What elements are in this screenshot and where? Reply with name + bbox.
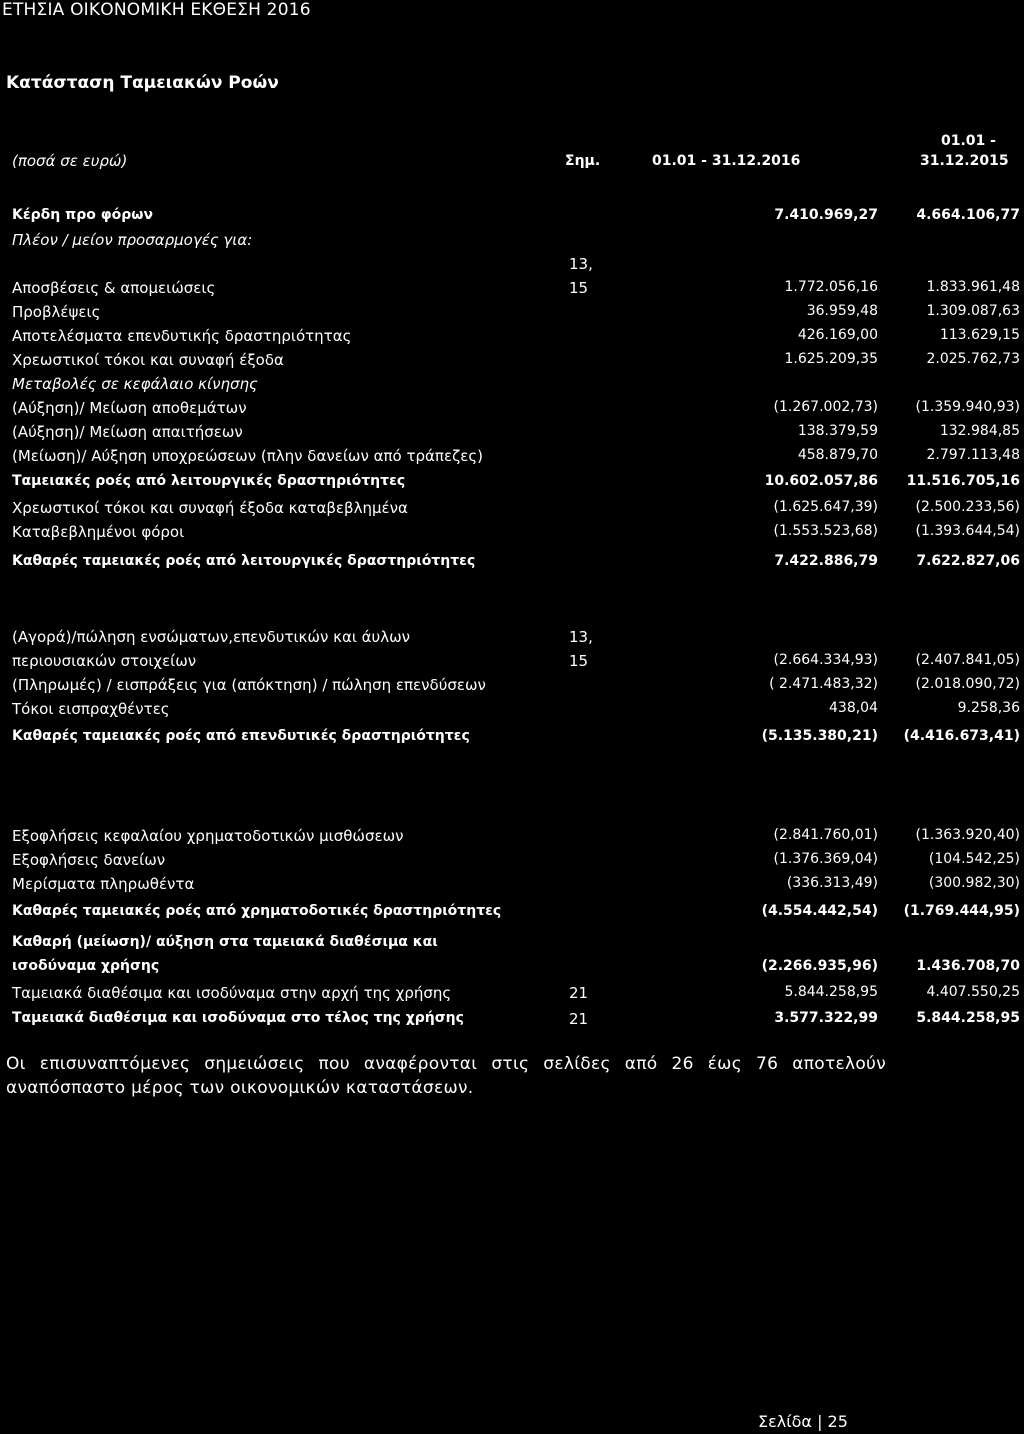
row-note: 15 [569,279,589,297]
footer-note: Οι επισυναπτόμενες σημειώσεις που αναφέρονται στις σελίδες από 26 έως 76 αποτελούν αναπόσπαστο μέρος των οικονομικών καταστάσεων. [6,1054,886,1098]
statement-title: Κατάσταση Ταμειακών Ροών [6,73,279,93]
table-row [12,423,1022,447]
value-2015: (2.407.841,05) [915,652,1020,668]
table-row [12,207,1022,231]
table-row [12,827,1022,851]
table-row [12,375,1022,399]
value-2015: (4.416.673,41) [903,728,1020,744]
row-label: Εξοφλήσεις κεφαλαίου χρηματοδοτικών μισθώσεων [12,827,404,845]
table-row [12,875,1022,899]
table-row [12,327,1022,351]
value-2016: 438,04 [829,700,878,716]
value-2016: 3.577.322,99 [774,1010,878,1026]
value-2015: (1.363.920,40) [915,827,1020,843]
period-2016-column-header: 01.01 - 31.12.2016 [652,153,801,169]
row-note: 13, [569,255,593,273]
table-row [12,652,1022,676]
value-2016: (2.266.935,96) [761,958,878,974]
row-label: Προβλέψεις [12,303,101,321]
value-2016: 1.772.056,16 [784,279,878,295]
row-label: Εξοφλήσεις δανείων [12,851,166,869]
value-2015: 11.516.705,16 [906,473,1020,489]
row-label: (Αγορά)/πώληση ενσώματων,επενδυτικών και άυλων [12,628,411,646]
value-2016: 7.410.969,27 [774,207,878,223]
value-2015: 1.309.087,63 [926,303,1020,319]
value-2016: 1.625.209,35 [784,351,878,367]
value-2016: (2.841.760,01) [773,827,878,843]
value-2015: 7.622.827,06 [916,553,1020,569]
value-2016: 36.959,48 [806,303,878,319]
value-2015: (1.359.940,93) [915,399,1020,415]
row-label: Κέρδη προ φόρων [12,207,154,223]
value-2016: (1.625.647,39) [773,499,878,515]
amounts-unit-label: (ποσά σε ευρώ) [12,152,128,170]
value-2016: (336.313,49) [786,875,878,891]
table-row [12,255,1022,279]
value-2015: (2.018.090,72) [915,676,1020,692]
value-2015: 132.984,85 [939,423,1020,439]
table-row [12,903,1022,927]
table-row [12,934,1022,958]
table-row [12,523,1022,547]
table-row [12,700,1022,724]
value-2015: 1.436.708,70 [916,958,1020,974]
value-2015: 113.629,15 [939,327,1020,343]
page-number: Σελίδα | 25 [758,1412,848,1431]
value-2015: 4.664.106,77 [916,207,1020,223]
row-label: Χρεωστικοί τόκοι και συναφή έξοδα καταβεβλημένα [12,499,408,517]
row-label: Καθαρές ταμειακές ροές από λειτουργικές δραστηριότητες [12,553,476,569]
value-2015: (300.982,30) [928,875,1020,891]
value-2015: 4.407.550,25 [926,984,1020,1000]
value-2015: (1.393.644,54) [915,523,1020,539]
row-label: Ταμειακά διαθέσιμα και ισοδύναμα στο τέλος της χρήσης [12,1010,464,1026]
row-note: 21 [569,984,589,1002]
value-2015: (104.542,25) [928,851,1020,867]
table-row [12,553,1022,577]
row-note: 15 [569,652,589,670]
row-label: Μερίσματα πληρωθέντα [12,875,195,893]
value-2015: 2.025.762,73 [926,351,1020,367]
table-row [12,399,1022,423]
table-row [12,473,1022,497]
row-note: 21 [569,1010,589,1028]
value-2016: 5.844.258,95 [784,984,878,1000]
value-2015: 5.844.258,95 [916,1010,1020,1026]
value-2016: (1.376.369,04) [773,851,878,867]
period-2015-column-header-line1: 01.01 - [941,133,996,149]
note-column-header: Σημ. [565,153,601,169]
row-label: Καταβεβλημένοι φόροι [12,523,185,541]
value-2015: (2.500.233,56) [915,499,1020,515]
value-2015: (1.769.444,95) [903,903,1020,919]
table-row [12,958,1022,982]
table-row [12,351,1022,375]
row-label: Τόκοι εισπραχθέντες [12,700,170,718]
period-2015-column-header-line2: 31.12.2015 [920,153,1009,169]
row-label: (Μείωση)/ Αύξηση υποχρεώσεων (πλην δανείων από τράπεζες) [12,447,483,465]
row-label: Μεταβολές σε κεφάλαιο κίνησης [12,375,258,393]
row-note: 13, [569,628,593,646]
value-2016: 458.879,70 [797,447,878,463]
value-2016: (1.267.002,73) [773,399,878,415]
row-label: Ταμειακά διαθέσιμα και ισοδύναμα στην αρχή της χρήσης [12,984,452,1002]
report-header: ΕΤΗΣΙΑ ΟΙΚΟΝΟΜΙΚΗ ΕΚΘΕΣΗ 2016 [2,0,311,20]
table-row [12,303,1022,327]
value-2016: (1.553.523,68) [773,523,878,539]
row-label: Πλέον / μείον προσαρμογές για: [12,231,253,249]
value-2016: 426.169,00 [797,327,878,343]
row-label: Αποτελέσματα επενδυτικής δραστηριότητας [12,327,352,345]
row-label: Αποσβέσεις & απομειώσεις [12,279,216,297]
row-label: (Πληρωμές) / εισπράξεις για (απόκτηση) / πώληση επενδύσεων [12,676,486,694]
row-label: Ταμειακές ροές από λειτουργικές δραστηριότητες [12,473,406,489]
row-label: Καθαρές ταμειακές ροές από χρηματοδοτικές δραστηριότητες [12,903,502,919]
table-row [12,279,1022,303]
value-2016: ( 2.471.483,32) [769,676,878,692]
value-2015: 1.833.961,48 [926,279,1020,295]
table-row [12,628,1022,652]
value-2016: 138.379,59 [797,423,878,439]
value-2015: 2.797.113,48 [926,447,1020,463]
table-row [12,1010,1022,1034]
row-label: (Αύξηση)/ Μείωση απαιτήσεων [12,423,243,441]
table-row [12,984,1022,1008]
row-label: ισοδύναμα χρήσης [12,958,160,974]
table-row [12,447,1022,471]
row-label: (Αύξηση)/ Μείωση αποθεμάτων [12,399,247,417]
value-2016: (2.664.334,93) [773,652,878,668]
value-2016: 7.422.886,79 [774,553,878,569]
row-label: Χρεωστικοί τόκοι και συναφή έξοδα [12,351,284,369]
value-2016: 10.602.057,86 [764,473,878,489]
table-row [12,728,1022,752]
table-row [12,231,1022,255]
value-2016: (4.554.442,54) [761,903,878,919]
value-2015: 9.258,36 [957,700,1020,716]
value-2016: (5.135.380,21) [761,728,878,744]
row-label: Καθαρές ταμειακές ροές από επενδυτικές δραστηριότητες [12,728,470,744]
table-row [12,499,1022,523]
table-row [12,676,1022,700]
row-label: περιουσιακών στοιχείων [12,652,197,670]
table-row [12,851,1022,875]
row-label: Καθαρή (μείωση)/ αύξηση στα ταμειακά διαθέσιμα και [12,934,438,950]
